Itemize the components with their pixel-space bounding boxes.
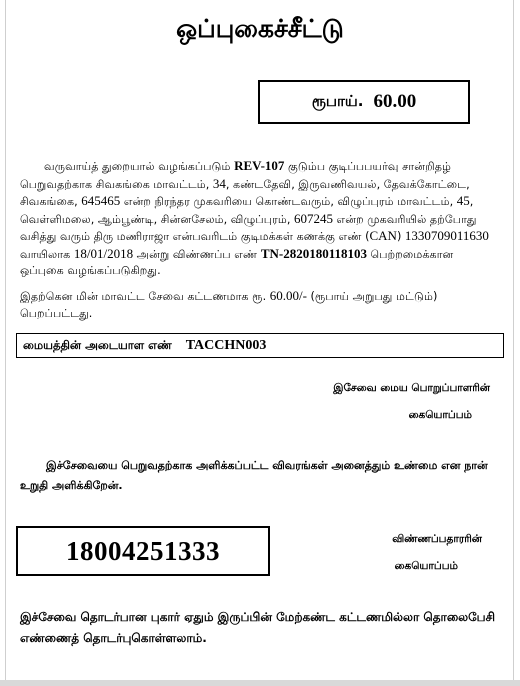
para1-text: வாயிலாக [20, 247, 74, 261]
bottom-strip [0, 680, 520, 686]
helpline-box [16, 526, 270, 576]
application-number: TN-2820180118103 [260, 245, 367, 261]
fee-text: (ரூபாய் அறுபது மட்டும்) பெறப்பட்டது. [20, 290, 438, 320]
helpline-number: 18004251333 [66, 535, 220, 566]
para1-text: குடும்ப குடிப்பபயர்வு சான்றிதழ் பெறுவதற்காக சிவகங்கை மாவட்டம், [20, 160, 451, 191]
acknowledgement-paragraph [20, 158, 500, 280]
amount-box [258, 80, 470, 124]
declaration-text: இச்சேவையை பெறுவதற்காக அளிக்கப்பட்ட விவரங்கள் அனைத்தும் உண்மை என நான் உறுதி அளிக்கிறேன். [20, 459, 488, 492]
operator-signature-label: இசேவை மைய பொறுப்பாளரின் [333, 382, 490, 394]
para1-text: அன்று விண்ணப்ப எண் [133, 247, 261, 261]
can-label: CAN [369, 228, 397, 243]
amount-value: 60.00 [373, 91, 417, 112]
fee-amount: 60.00/- [269, 288, 307, 303]
centre-id-box [16, 333, 504, 358]
centre-id-value: TACCHN003 [185, 337, 267, 353]
applicant-signature-label: விண்ணப்பதாரரின் [392, 533, 482, 545]
complaint-footer: இச்சேவை தொடர்பான புகார் ஏதும் இருப்பின் மேற்கண்ட கட்டணமில்லா தொலைபேசி எண்ணைத் தொடர்புகொள்ளலாம். [20, 610, 495, 645]
fee-paragraph [20, 288, 500, 322]
applicant-signature-word: கையொப்பம் [394, 560, 458, 572]
para1-text: பெற்றமைக்கான ஒப்புகை வழங்கப்படுகிறது. [20, 247, 454, 277]
door-number: 34 [212, 175, 226, 191]
para1-text: , கண்டதேவி, இருவணிவயல், தேவக்கோட்டை, சிவகங்கை, [20, 177, 470, 208]
door-number: 45 [456, 193, 470, 208]
pincode: 607245 [293, 210, 333, 226]
para1-text: வருவாய்த் துறையால் வழங்கப்படும் [44, 160, 235, 173]
amount-label: ரூபாய். [311, 92, 364, 110]
pincode: 645465 [81, 193, 121, 208]
para1-text: என்ற முகவரியில் தற்போது வசித்து வரும் திரு மணிராஜா என்பவரிடம் குடிமக்கள் கணக்கு எண் ( [20, 212, 477, 243]
document-title: ஒப்புகைச்சீட்டு [176, 14, 344, 43]
can-number: 1330709011630 [404, 228, 489, 243]
centre-id-label: மையத்தின் அடையாள எண் [23, 337, 172, 352]
operator-signature-word: கையொப்பம் [408, 409, 472, 421]
para1-text: என்ற நிரந்தர முகவரியை கொண்டவரும், விழுப்புரம் மாவட்டம், [120, 195, 457, 208]
fee-text: இதற்கென மின் மாவட்ட சேவை கட்டணமாக ரூ. [20, 290, 270, 303]
para1-text: ) [396, 230, 405, 243]
para1-text: , வெள்ளிமலை, ஆம்பூண்டி, சின்னசேலம், விழுப்புரம், [20, 195, 474, 226]
application-date: 18/01/2018 [73, 245, 134, 261]
service-code: REV-107 [234, 158, 285, 173]
